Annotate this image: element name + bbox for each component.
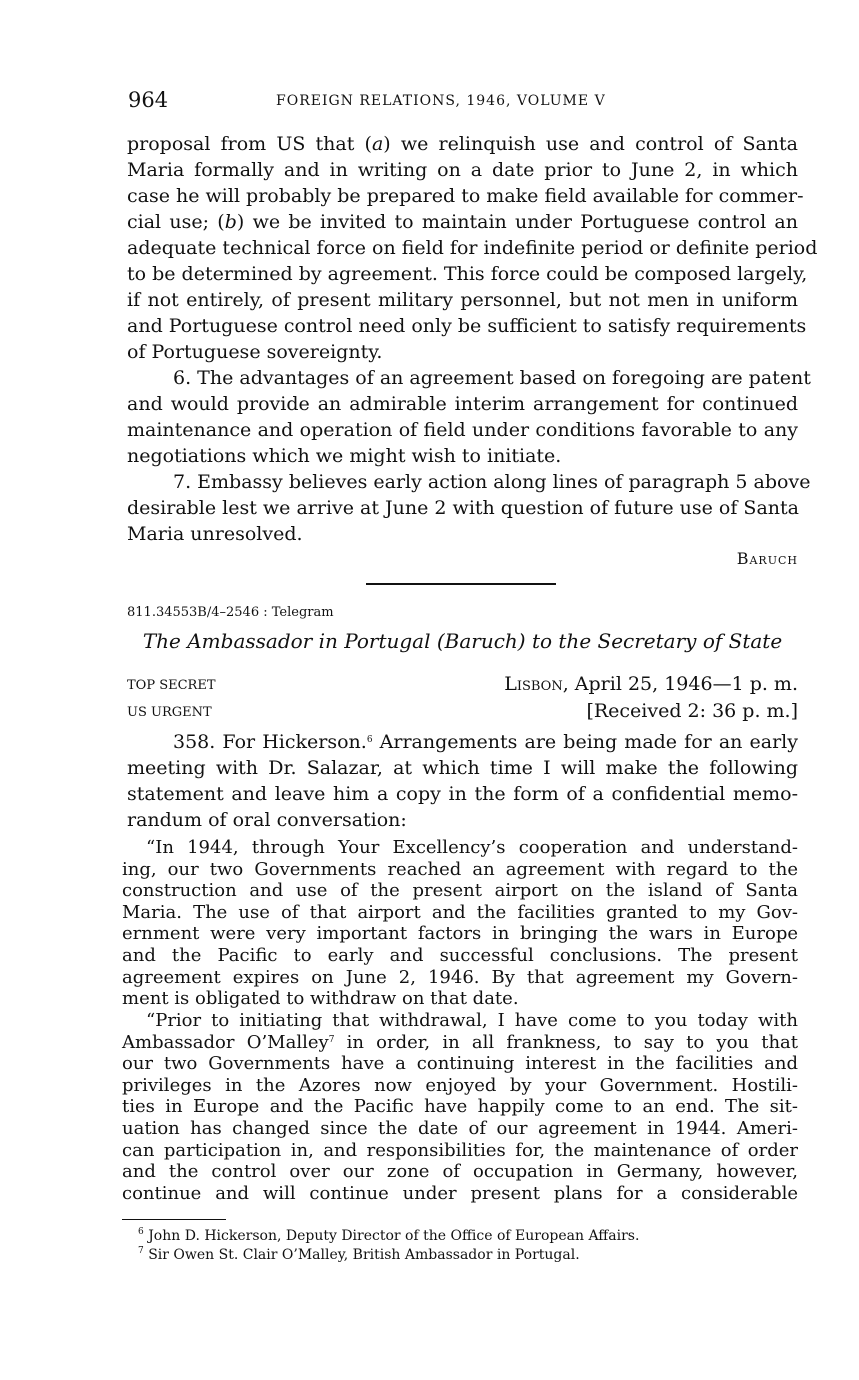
quote-line: can participation in, and responsibilities for, the maintenance of order	[122, 1139, 798, 1161]
document-title: The Ambassador in Portugal (Baruch) to the Secretary of State	[142, 629, 783, 653]
dateline-row	[127, 673, 798, 699]
quote-line: Ambassador O’Malley$^7$ in order, in all frankness, to say to you that	[122, 1031, 798, 1053]
quote-line: and the Pacific to early and successful conclusions. The present	[122, 944, 798, 966]
footnote-6	[138, 1228, 639, 1244]
received-row	[127, 700, 798, 726]
body-line: Maria formally and in writing on a date prior to June 2, in which	[127, 159, 798, 181]
quote-line: and the control over our zone of occupation in Germany, however,	[122, 1161, 798, 1183]
running-head: FOREIGN RELATIONS, 1946, VOLUME V	[276, 93, 606, 109]
file-number: 811.34553B/4–2546 : Telegram	[127, 605, 334, 620]
footnote-mark: 6	[138, 1227, 144, 1237]
place: Lisbon	[504, 673, 563, 695]
footnote-text: John D. Hickerson, Deputy Director of the Office of European Affairs.	[148, 1228, 640, 1244]
signature: Baruch	[736, 549, 798, 568]
date: , April 25, 1946—1 p. m.	[562, 673, 798, 695]
quote-line: ment is obligated to withdraw on that date.	[122, 988, 519, 1010]
body-line: if not entirely, of present military personnel, but not men in uniform	[127, 289, 798, 311]
body-line: of Portuguese sovereignty.	[127, 341, 383, 363]
quote-line: our two Governments have a continuing interest in the facilities and	[122, 1053, 798, 1075]
page-header	[128, 88, 798, 116]
quote-line: “Prior to initiating that withdrawal, I have come to you today with	[146, 1010, 798, 1031]
intro-line: 358. For Hickerson.$^6$ Arrangements are being made for an early	[173, 731, 798, 753]
page-number: 964	[128, 88, 169, 112]
footnote-divider	[122, 1219, 226, 1220]
quote-line: construction and use of the present airport on the island of Santa	[122, 880, 798, 902]
quote-line: privileges in the Azores now enjoyed by your Government. Hostili-	[122, 1074, 798, 1096]
priority: US URGENT	[127, 705, 212, 720]
quote-line: agreement expires on June 2, 1946. By that agreement my Govern-	[122, 966, 798, 988]
telegram-intro	[127, 729, 798, 833]
body-line: maintenance and operation of field under conditions favorable to any	[127, 419, 798, 441]
quote-line: continue and will continue under present plans for a considerable	[122, 1182, 798, 1204]
footnote-text: Sir Owen St. Clair O’Malley, British Ambassador in Portugal.	[148, 1247, 580, 1263]
body-line: desirable lest we arrive at June 2 with question of future use of Santa	[127, 497, 799, 519]
intro-line: randum of oral conversation:	[127, 809, 407, 831]
body-line: cial use; (b) we be invited to maintain under Portuguese control an	[127, 211, 798, 233]
memorandum-paragraph-1	[122, 837, 798, 1010]
section-divider	[366, 583, 556, 585]
previous-document-text	[127, 131, 818, 547]
classification: TOP SECRET	[127, 678, 216, 693]
body-line: proposal from US that (a) we relinquish use and control of Santa	[127, 133, 799, 155]
footnote-ref-6: 6	[366, 735, 373, 745]
dateline	[504, 673, 798, 695]
received-time: [Received 2: 36 p. m.]	[586, 700, 798, 722]
footnote-7	[138, 1247, 580, 1263]
quote-line: ties in Europe and the Pacific have happily come to an end. The sit-	[122, 1096, 798, 1118]
body-line: negotiations which we might wish to initiate.	[127, 445, 562, 467]
quote-line: Maria. The use of that airport and the facilities granted to my Gov-	[122, 901, 798, 923]
body-line: to be determined by agreement. This force could be composed largely,	[127, 263, 808, 285]
paragraph-6-line: 6. The advantages of an agreement based on foregoing are patent	[173, 367, 811, 389]
memorandum-paragraph-2	[122, 1010, 798, 1204]
footnote-ref-7: 7	[328, 1034, 335, 1045]
paragraph-7-line: 7. Embassy believes early action along lines of paragraph 5 above	[173, 471, 811, 493]
quote-line: ing, our two Governments reached an agreement with regard to the	[122, 858, 798, 880]
intro-line: statement and leave him a copy in the form of a confidential memo-	[127, 783, 798, 805]
footnote-mark: 7	[138, 1246, 144, 1256]
body-line: and Portuguese control need only be sufficient to satisfy requirements	[127, 315, 807, 337]
body-line: and would provide an admirable interim arrangement for continued	[127, 393, 798, 415]
quote-line: ernment were very important factors in bringing the wars in Europe	[122, 923, 798, 945]
quote-line: “In 1944, through Your Excellency’s cooperation and understand-	[146, 837, 798, 858]
intro-line: meeting with Dr. Salazar, at which time I will make the following	[127, 757, 798, 779]
body-line: adequate technical force on field for indefinite period or definite period	[127, 237, 818, 259]
body-line: case he will probably be prepared to make field available for commer-	[127, 185, 804, 207]
body-line: Maria unresolved.	[127, 523, 303, 545]
quote-line: uation has changed since the date of our agreement in 1944. Ameri-	[122, 1117, 798, 1139]
